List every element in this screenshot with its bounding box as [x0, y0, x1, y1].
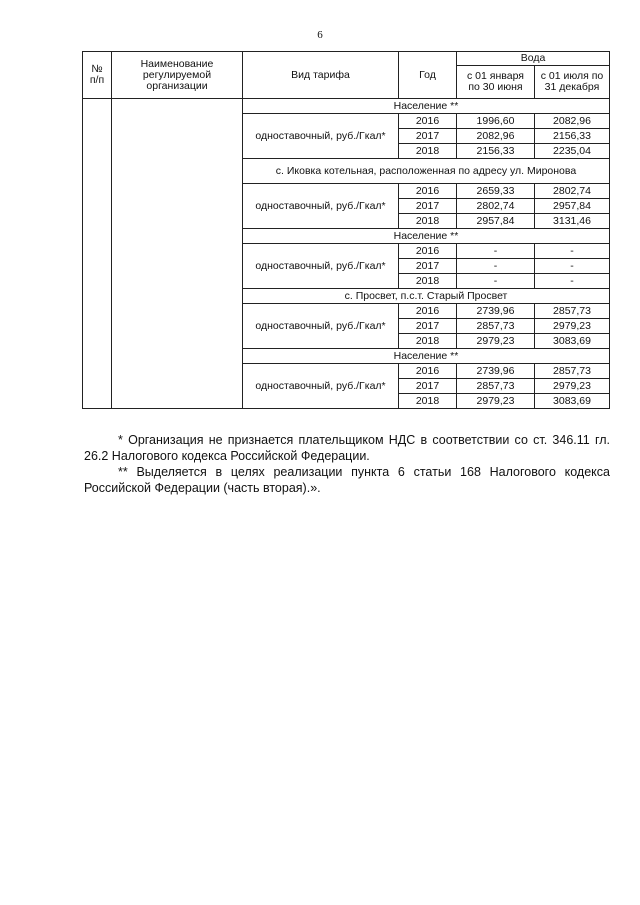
header-tariff-type: Вид тарифа	[243, 52, 399, 99]
value-first-half: 2857,73	[457, 379, 535, 394]
header-year: Год	[399, 52, 457, 99]
year-cell: 2018	[399, 334, 457, 349]
year-cell: 2017	[399, 319, 457, 334]
value-first-half: -	[457, 259, 535, 274]
value-first-half: 2739,96	[457, 304, 535, 319]
year-cell: 2017	[399, 199, 457, 214]
year-cell: 2017	[399, 129, 457, 144]
value-second-half: 3131,46	[535, 214, 610, 229]
value-second-half: 2979,23	[535, 379, 610, 394]
section-header: с. Иковка котельная, расположенная по адресу ул. Миронова	[243, 159, 610, 184]
value-first-half: 2802,74	[457, 199, 535, 214]
value-first-half: -	[457, 244, 535, 259]
value-second-half: 2156,33	[535, 129, 610, 144]
num-cell	[83, 99, 112, 409]
value-second-half: 2802,74	[535, 184, 610, 199]
value-second-half: 2979,23	[535, 319, 610, 334]
footnote-population: ** Выделяется в целях реализации пункта 6 статьи 168 Налогового кодекса Российской Федерации (часть вторая).».	[84, 465, 610, 495]
year-cell: 2016	[399, 114, 457, 129]
year-cell: 2018	[399, 214, 457, 229]
value-second-half: 2857,73	[535, 304, 610, 319]
section-header: Население **	[243, 229, 610, 244]
header-period-second-half: с 01 июля по 31 декабря	[535, 66, 610, 99]
page-number: 6	[317, 29, 323, 41]
year-cell: 2018	[399, 394, 457, 409]
header-num: № п/п	[83, 52, 112, 99]
tariff-type-cell: одноставочный, руб./Гкал*	[243, 244, 399, 289]
value-second-half: 3083,69	[535, 394, 610, 409]
tariff-type-cell: одноставочный, руб./Гкал*	[243, 304, 399, 349]
section-header: с. Просвет, п.с.т. Старый Просвет	[243, 289, 610, 304]
value-first-half: 2082,96	[457, 129, 535, 144]
tariff-type-cell: одноставочный, руб./Гкал*	[243, 114, 399, 159]
year-cell: 2016	[399, 364, 457, 379]
section-header: Население **	[243, 349, 610, 364]
header-organization: Наименование регулируемой организации	[112, 52, 243, 99]
organization-cell	[112, 99, 243, 409]
year-cell: 2016	[399, 304, 457, 319]
value-first-half: 2957,84	[457, 214, 535, 229]
tariff-type-cell: одноставочный, руб./Гкал*	[243, 364, 399, 409]
value-first-half: 2739,96	[457, 364, 535, 379]
value-first-half: 2659,33	[457, 184, 535, 199]
value-second-half: 2235,04	[535, 144, 610, 159]
value-first-half: -	[457, 274, 535, 289]
year-cell: 2017	[399, 259, 457, 274]
value-second-half: -	[535, 274, 610, 289]
value-second-half: 3083,69	[535, 334, 610, 349]
year-cell: 2017	[399, 379, 457, 394]
value-first-half: 2979,23	[457, 394, 535, 409]
footnote-vat: * Организация не признается плательщиком НДС в соответствии со ст. 346.11 гл. 26.2 Налогового кодекса Российской Федерации.	[84, 433, 610, 463]
value-first-half: 2979,23	[457, 334, 535, 349]
header-water: Вода	[457, 52, 610, 66]
value-first-half: 2857,73	[457, 319, 535, 334]
value-second-half: -	[535, 259, 610, 274]
value-second-half: 2857,73	[535, 364, 610, 379]
year-cell: 2018	[399, 144, 457, 159]
value-first-half: 2156,33	[457, 144, 535, 159]
header-period-first-half: с 01 января по 30 июня	[457, 66, 535, 99]
value-first-half: 1996,60	[457, 114, 535, 129]
value-second-half: -	[535, 244, 610, 259]
section-header: Население **	[243, 99, 610, 114]
year-cell: 2016	[399, 184, 457, 199]
value-second-half: 2082,96	[535, 114, 610, 129]
year-cell: 2018	[399, 274, 457, 289]
year-cell: 2016	[399, 244, 457, 259]
footnotes	[84, 432, 610, 496]
tariff-type-cell: одноставочный, руб./Гкал*	[243, 184, 399, 229]
value-second-half: 2957,84	[535, 199, 610, 214]
tariff-table	[82, 51, 610, 409]
